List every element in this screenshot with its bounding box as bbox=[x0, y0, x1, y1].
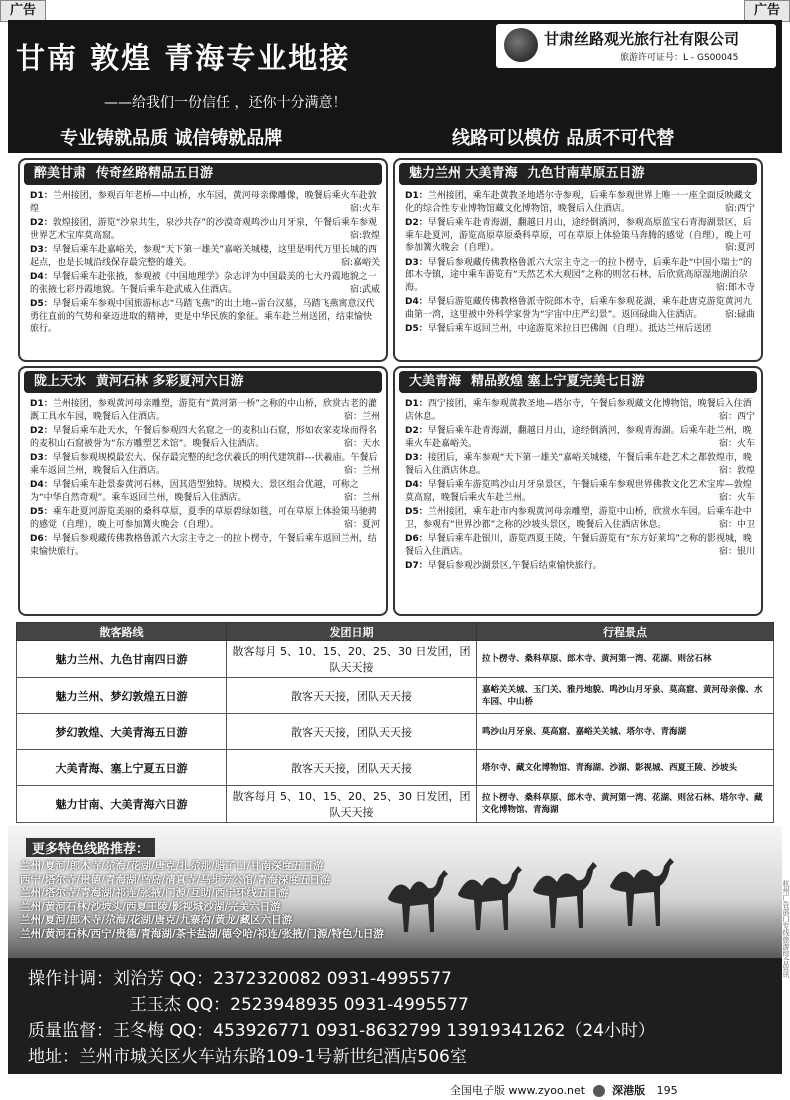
day-lodging: 宿：中卫 bbox=[718, 519, 755, 530]
list-item: 西宁/塔尔寺/贵德/青海湖/鸟岛/清真寺/马步芳公馆/青海深度五日游 bbox=[20, 873, 331, 886]
itinerary-day bbox=[28, 190, 380, 215]
day-text: 早餐后乘车赴嘉峪关，参观“天下第一雄关”嘉峪关城楼，这里是明代万里长城的西起点，也是长城沿线保存最完整的雄关。 bbox=[30, 245, 378, 268]
day-lodging: 宿：火车 bbox=[718, 438, 755, 449]
panel-subtitle: 九色甘南草原五日游 bbox=[527, 166, 645, 181]
day-label: D4： bbox=[405, 480, 428, 490]
itinerary-day bbox=[28, 298, 380, 336]
day-lodging: 宿:武威 bbox=[349, 284, 380, 295]
list-item: 兰州/黄河石林/西宁/贵德/青海湖/茶卡盐湖/德令哈/祁连/张掖/门源/特色九日游 bbox=[20, 927, 384, 940]
itinerary-day bbox=[28, 479, 380, 504]
panel-subtitle: 精品敦煌 塞上宁夏完美七日游 bbox=[471, 374, 645, 389]
day-text: 早餐后乘车赴景泰黄河石林，因其造型独特。规模大、景区组合优越，可称之为“中华自然奇观”。乘车返回兰州，晚餐后入住酒店。 bbox=[30, 480, 359, 503]
day-label: D1： bbox=[405, 191, 428, 201]
day-text: 早餐后游览藏传佛教格鲁派寺院郎木寺，后乘车参观花湖，乘车赴唐克游览黄河九曲第一湾，这里被中外科学家誉为“宇宙中庄严幻景”。返回碌曲入住酒店。 bbox=[405, 297, 752, 320]
table-row bbox=[17, 678, 774, 714]
route-name: 魅力兰州、九色甘南四日游 bbox=[17, 641, 227, 678]
day-text: 早餐后参观藏传佛教格鲁派六大宗主寺之一的拉卜楞寺，后乘车赴“中国小瑞士”的郎木寺镇，途中乘车游览有“天然艺术大观园”之称的则岔石林，后欣赏高原湿地湖泊尕海。 bbox=[405, 257, 753, 293]
route-spots: 嘉峪关关城、玉门关、雅丹地貌、鸣沙山月牙泉、莫高窟、黄河母亲像、水车园、中山桥 bbox=[477, 678, 774, 714]
day-label: D4： bbox=[405, 297, 428, 307]
more-routes-list bbox=[20, 860, 384, 941]
itinerary-day bbox=[403, 190, 755, 215]
day-lodging: 宿：兰州 bbox=[343, 465, 380, 476]
itinerary-day bbox=[28, 506, 380, 531]
day-text: 早餐后乘车赴天水，午餐后参观四大名窟之一的麦积山石窟，形如农家麦垛而得名的麦积山石窟被誉为“东方雕塑艺术馆”。晚餐后入住酒店。 bbox=[30, 426, 377, 449]
day-text: 乘车赴夏河游览美丽的桑科草原，夏季的草原碧绿如毯，可在草原上体验策马驰骋的感觉（自理），晚上可参加篝火晚会（自理）。 bbox=[30, 507, 377, 530]
day-lodging: 宿：天水 bbox=[343, 438, 380, 449]
day-lodging: 宿:夏河 bbox=[724, 243, 755, 253]
day-label: D4： bbox=[30, 272, 53, 282]
day-lodging: 宿：夏河 bbox=[343, 519, 380, 530]
list-item: 兰州/塔尔寺/青海湖/祁连/张掖/门源/互助/西宁环线五日游 bbox=[20, 887, 289, 899]
contact-section bbox=[8, 958, 782, 1074]
departure-dates: 散客每月 5、10、15、20、25、30 日发团，团队天天接 bbox=[227, 786, 477, 823]
day-label: D5： bbox=[405, 324, 428, 334]
day-lodging: 宿：敦煌 bbox=[718, 465, 755, 476]
day-text: 早餐后乘车赴青海湖，翻越日月山，途经倒淌河，参观青海湖。后乘车赴兰州，晚乘火车赴嘉峪关。 bbox=[405, 426, 752, 449]
day-text: 西宁接团，乘车参观黄教圣地—塔尔寺，午餐后参观藏文化博物馆，晚餐后入住酒店休息。 bbox=[405, 399, 752, 422]
day-label: D2： bbox=[405, 218, 428, 228]
day-label: D1： bbox=[30, 191, 53, 201]
departure-dates: 散客天天接，团队天天接 bbox=[227, 714, 477, 750]
itinerary-day bbox=[403, 323, 755, 336]
day-label: D2： bbox=[405, 426, 428, 436]
day-lodging: 宿：西宁 bbox=[718, 411, 755, 422]
day-text: 兰州接团，乘车赴黄教圣地塔尔寺参观，后乘车参观世界上唯一一座全面反映藏文化的综合性专业博物馆藏文化博物馆，晚餐后入住酒店。 bbox=[405, 191, 752, 214]
panel-name: 醉美甘肃 bbox=[34, 166, 87, 181]
footer-logo-icon bbox=[593, 1085, 605, 1097]
day-text: 早餐后乘车赴青海湖，翻越日月山，途经倒淌河，参观高原蓝宝石青海湖景区，后乘车赴夏河，游览高原草原桑科草原，可在草原上体验策马奔腾的感觉（自理），晚上可参加篝火晚会（自理）。 bbox=[405, 218, 752, 253]
panel-name: 大美青海 bbox=[409, 374, 462, 389]
day-text: 早餐后参观规模最宏大、保存最完整的纪念伏羲氏的明代建筑群---伏羲庙。午餐后乘车返回兰州，晚餐后入住酒店。 bbox=[30, 453, 378, 476]
itinerary-day bbox=[28, 425, 380, 450]
departure-dates: 散客天天接，团队天天接 bbox=[227, 678, 477, 714]
route-name: 魅力兰州、梦幻敦煌五日游 bbox=[17, 678, 227, 714]
route-spots: 塔尔寺、藏文化博物馆、青海湖、沙湖、影视城、西夏王陵、沙坡头 bbox=[477, 750, 774, 786]
day-label: D3： bbox=[30, 245, 53, 255]
table-row bbox=[17, 786, 774, 823]
day-label: D7： bbox=[405, 561, 428, 571]
more-routes-section bbox=[8, 826, 782, 958]
day-label: D2： bbox=[30, 218, 53, 228]
route-name: 魅力甘南、大美青海六日游 bbox=[17, 786, 227, 823]
day-label: D6： bbox=[30, 534, 53, 544]
day-text: 早餐后乘车返回兰州，中途游览米拉日巴佛阁（自理）。抵达兰州后送团 bbox=[427, 324, 712, 334]
route-panel-qinghai-dunhuang bbox=[393, 366, 763, 616]
company-logo-icon bbox=[504, 28, 538, 62]
slogan-left: 专业铸就品质 诚信铸就品牌 bbox=[60, 128, 283, 149]
day-lodging: 宿：兰州 bbox=[343, 492, 380, 503]
ad-label-left: 广告 bbox=[0, 0, 46, 22]
day-lodging: 宿：兰州 bbox=[343, 411, 380, 422]
day-label: D5： bbox=[30, 507, 53, 517]
side-note: 杭州广告部门专线旅游综合资讯 bbox=[782, 880, 790, 978]
itinerary-day bbox=[403, 217, 755, 255]
itinerary-day bbox=[403, 257, 755, 295]
day-text: 接团后，乘车参观“天下第一雄关”嘉峪关城楼，午餐后乘车赴艺术之都敦煌市，晚餐后入住酒店休息。 bbox=[405, 453, 753, 476]
day-lodging: 宿:郎木寺 bbox=[715, 282, 755, 293]
contact-address: 地址：兰州市城关区火车站东路109-1号新世纪酒店506室 bbox=[28, 1047, 467, 1067]
itinerary-day bbox=[403, 398, 755, 423]
column-header: 行程景点 bbox=[477, 623, 774, 641]
day-text: 早餐后乘车赴张掖，参观被《中国地理学》杂志评为中国最美的七大丹霞地貌之一的张掖七彩丹霞地貌。午餐后乘车赴武威入住酒店。 bbox=[30, 272, 377, 295]
route-name: 梦幻敦煌、大美青海五日游 bbox=[17, 714, 227, 750]
panel-subtitle: 黄河石林 多彩夏河六日游 bbox=[96, 374, 244, 389]
company-box bbox=[496, 24, 776, 68]
slogan-right: 线路可以模仿 品质不可代替 bbox=[452, 128, 675, 149]
day-text: 敦煌接团，游览“沙泉共生，泉沙共存”的沙漠奇观鸣沙山月牙泉，午餐后乘车参观世界艺术宝库莫高窟。 bbox=[30, 218, 378, 241]
route-spots: 拉卜楞寺、桑科草原、郎木寺、黄河第一湾、花湖、则岔石林 bbox=[477, 641, 774, 678]
panel-subtitle: 传奇丝路精品五日游 bbox=[96, 166, 214, 181]
itinerary-day bbox=[28, 533, 380, 558]
page-number: 195 bbox=[656, 1084, 678, 1097]
panel-header bbox=[24, 163, 382, 185]
table-row bbox=[17, 714, 774, 750]
table-row bbox=[17, 750, 774, 786]
panel-header bbox=[399, 371, 757, 393]
contact-quality: 质量监督：王冬梅 QQ：453926771 0931-8632799 13919341262（24小时） bbox=[28, 1021, 656, 1041]
panel-name: 魅力兰州 大美青海 bbox=[409, 166, 518, 181]
day-lodging: 宿:西宁 bbox=[724, 203, 755, 214]
itinerary-day bbox=[403, 425, 755, 450]
list-item: 兰州/夏河/郎木寺/尕海/花湖/唐克/扎尕那/腊子口/甘南深度五日游 bbox=[20, 860, 324, 872]
route-spots: 鸣沙山月牙泉、莫高窟、嘉峪关关城、塔尔寺、青海湖 bbox=[477, 714, 774, 750]
day-lodging: 宿:火车 bbox=[349, 203, 380, 214]
day-lodging: 宿：火车 bbox=[718, 492, 755, 503]
day-text: 早餐后参观藏传佛教格鲁派六大宗主寺之一的拉卜楞寺，午餐后乘车返回兰州，结束愉快旅行。 bbox=[30, 534, 377, 557]
day-text: 兰州接团，乘车赴市内参观黄河母亲雕塑，游览中山桥，欣赏水车园。后乘车赴中卫，参观有“世界沙都”之称的沙坡头景区，晚餐后入住酒店休息。 bbox=[405, 507, 752, 530]
day-label: D3： bbox=[30, 453, 53, 463]
departure-dates: 散客每月 5、10、15、20、25、30 日发团，团队天天接 bbox=[227, 641, 477, 678]
itinerary-day bbox=[28, 271, 380, 296]
page-title: 甘南 敦煌 青海专业地接 bbox=[16, 41, 351, 75]
header-banner bbox=[8, 20, 782, 153]
day-label: D1： bbox=[405, 399, 428, 409]
day-label: D4： bbox=[30, 480, 53, 490]
day-text: 兰州接团，参观黄河母亲雕塑，游览有“黄河第一桥”之称的中山桥，欣赏古老的灌溉工具水车园，晚餐后入住酒店。 bbox=[30, 399, 378, 422]
route-panel-lanzhou-qinghai bbox=[393, 158, 763, 362]
panel-header bbox=[24, 371, 382, 393]
table-header-row bbox=[17, 623, 774, 641]
column-header: 散客路线 bbox=[17, 623, 227, 641]
day-label: D3： bbox=[405, 257, 428, 268]
itinerary-day bbox=[403, 296, 755, 321]
day-label: D3： bbox=[405, 453, 428, 463]
day-label: D5： bbox=[30, 299, 53, 309]
itinerary-day bbox=[403, 452, 755, 477]
slogan-main: ——给我们一份信任 ，还你十分满意！ bbox=[104, 95, 347, 111]
day-lodging: 宿:碌曲 bbox=[724, 309, 755, 320]
itinerary-day bbox=[403, 506, 755, 531]
departure-dates: 散客天天接，团队天天接 bbox=[227, 750, 477, 786]
day-label: D1： bbox=[30, 399, 53, 409]
table-row bbox=[17, 641, 774, 678]
day-text: 早餐后乘车游览鸣沙山月牙泉景区，午餐后乘车参观世界佛教文化艺术宝库—敦煌莫高窟，晚餐后乘火车赴兰州。 bbox=[405, 480, 752, 503]
panel-name: 陇上天水 bbox=[34, 374, 87, 389]
day-text: 早餐后乘车参观中国旅游标志“马踏飞燕”的出土地--雷台汉墓，马踏飞燕寓意汉代勇往直前的气势和豪迈进取的精神，更是中华民族的象征。乘车赴兰州送团，结束愉快旅行。 bbox=[30, 299, 375, 334]
day-lodging: 宿：银川 bbox=[718, 546, 755, 557]
list-item: 兰州/夏河/郎木寺/尕海/花湖/唐克/九寨沟/黄龙/藏区六日游 bbox=[20, 914, 293, 926]
route-name: 大美青海、塞上宁夏五日游 bbox=[17, 750, 227, 786]
itinerary-day bbox=[28, 244, 380, 269]
day-text: 兰州接团，参观百年老桥—中山桥，水车园，黄河母亲像雕像，晚餐后乘火车赴敦煌 bbox=[30, 191, 377, 214]
itinerary-day bbox=[403, 479, 755, 504]
itinerary-day bbox=[28, 217, 380, 242]
itinerary-day bbox=[403, 533, 755, 558]
list-item: 兰州/黄河石林/沙坡头/西夏王陵/影视城沙湖/完美六日游 bbox=[20, 900, 281, 913]
panel-header bbox=[399, 163, 757, 185]
day-label: D2： bbox=[30, 426, 53, 436]
camel-caravan-image bbox=[378, 838, 698, 948]
itinerary-day bbox=[403, 560, 755, 573]
more-routes-title: 更多特色线路推荐： bbox=[26, 838, 155, 857]
contact-operator-1: 操作计调：刘治芳 QQ：2372320082 0931-4995577 bbox=[28, 969, 452, 989]
day-text: 早餐后乘车赴银川，游览西夏王陵，午餐后游览有“东方好莱坞”之称的影视城，晚餐后入住酒店。 bbox=[405, 534, 753, 557]
day-lodging: 宿:嘉峪关 bbox=[340, 257, 380, 268]
route-panel-gansu bbox=[18, 158, 388, 362]
day-text: 早餐后参观沙湖景区,午餐后结束愉快旅行。 bbox=[427, 561, 602, 571]
footer bbox=[450, 1082, 678, 1098]
company-name: 甘肃丝路观光旅行社有限公司 bbox=[544, 30, 740, 48]
column-header: 发团日期 bbox=[227, 623, 477, 641]
itinerary-day bbox=[28, 452, 380, 477]
license-number: 旅游许可证号：L - GS00045 bbox=[620, 53, 739, 63]
ad-label-right: 广告 bbox=[744, 0, 790, 22]
day-label: D6： bbox=[405, 534, 428, 544]
itinerary-day bbox=[28, 398, 380, 423]
footer-site: 全国电子版 www.zyoo.net bbox=[450, 1084, 586, 1097]
day-label: D5： bbox=[405, 507, 428, 517]
contact-operator-2: 王玉杰 QQ：2523948935 0931-4995577 bbox=[130, 995, 469, 1015]
route-spots: 拉卜楞寺、桑科草原、郎木寺、黄河第一湾、花湖、则岔石林、塔尔寺、藏文化博物馆、青海湖 bbox=[477, 786, 774, 823]
route-panel-tianshui bbox=[18, 366, 388, 616]
route-table bbox=[16, 622, 774, 823]
day-lodging: 宿:敦煌 bbox=[349, 230, 380, 241]
footer-edition: 深港版 bbox=[612, 1084, 646, 1097]
